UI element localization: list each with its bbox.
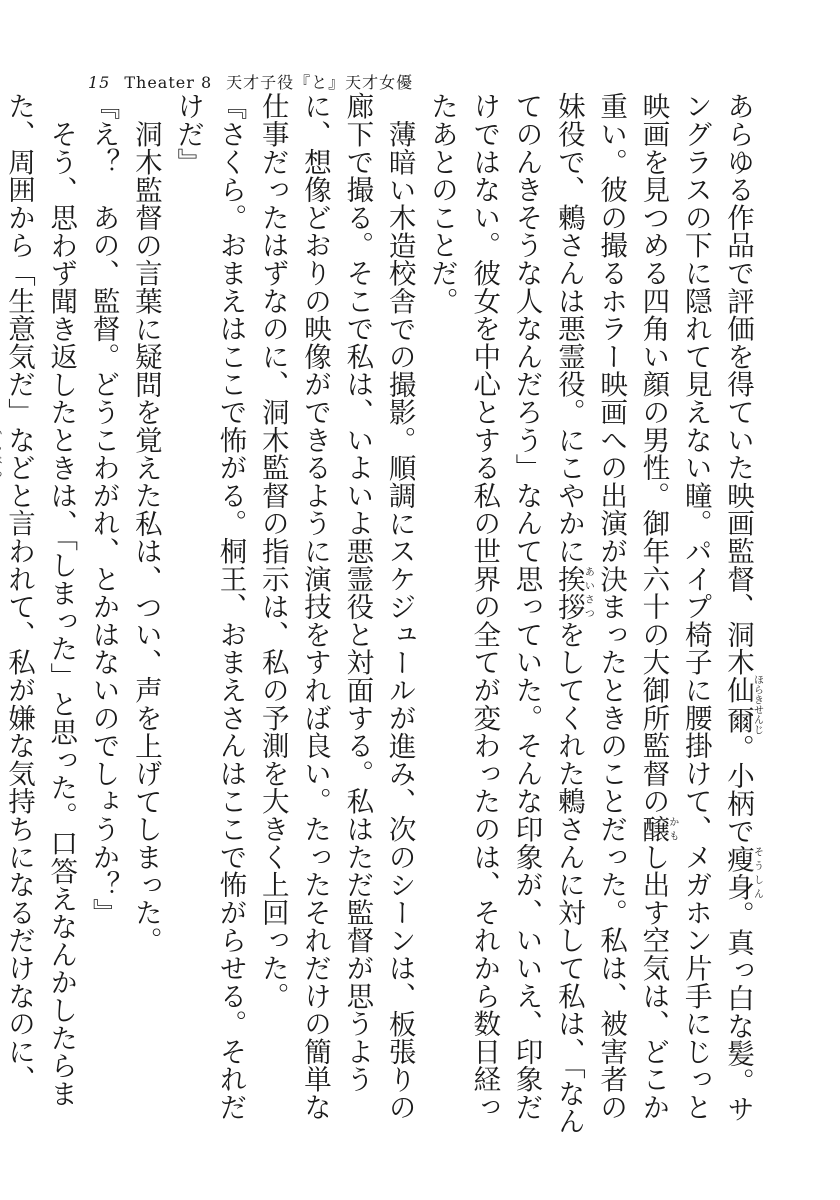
paragraph: 洞木監督の言葉に疑問を覚えた私は、つい、声を上げてしまった。	[129, 119, 162, 954]
page-number: 15	[88, 73, 111, 92]
ruby-word: 仙爾ほらきせんじ	[722, 674, 763, 735]
paragraph: あらゆる作品で評価を得ていた映画監督、洞木仙爾ほらきせんじ。小柄で瘦身そうしん。真っ白な髪。サングラスの下に隠れて見えない瞳。パイプ椅子に腰掛けて、メガホン片手にじっと映画を見つめる四角い顔の男性。御年六十の大御所監督の醸かもし出す空気は、どこか重い。彼の撮るホラー映画への出演が決まったときのことだった。私は、被害者の妹役で、鶫さんは悪霊役。にこやかに挨拶あいさつをしてくれた鶫さんに対して私は、「なんてのんきそうな人なんだろう」なんて思っていた。そんな印象が、いいえ、印象だけではない。彼女を中心とする私の世界の全てが変わったのは、それから数日経ったあとのことだ。	[425, 92, 763, 1135]
dialogue-line: 『さくら。おまえはここで怖がる。桐王、おまえさんはここで怖がらせる。それだけだ』	[172, 92, 247, 1121]
chapter-title: 天才子役『と』天才女優	[226, 73, 414, 92]
running-header	[88, 70, 413, 93]
paragraph: そう、思わず聞き返したときは、「しまった」と思った。口答えなんかしたらまた、周囲から「生意気だ」などと言われて、私が嫌な気持ちになるだけなのに、	[2, 92, 78, 1107]
ruby-word: 挨拶あいさつ	[552, 564, 594, 621]
ruby-word: 醸かも	[637, 814, 678, 843]
body-text	[2, 92, 763, 1142]
theater-label: Theater 8	[124, 73, 213, 92]
ruby-word: 瘦身そうしん	[722, 844, 763, 901]
dialogue-line: 『え？ あの、監督。どうこわがれ、とかはないのでしょうか？』	[87, 92, 120, 926]
paragraph: 薄暗い木造校舎での撮影。順調にスケジュールが進み、次のシーンは、板張りの廊下で撮る。そこで私は、いよいよ悪霊役と対面する。私はただ監督が思うように、想像どおりの映像ができるように演技をすれば良い。たったそれだけの簡単な仕事だったはずなのに、洞木監督の指示は、私の予測を大きく上回った。	[256, 92, 416, 1121]
